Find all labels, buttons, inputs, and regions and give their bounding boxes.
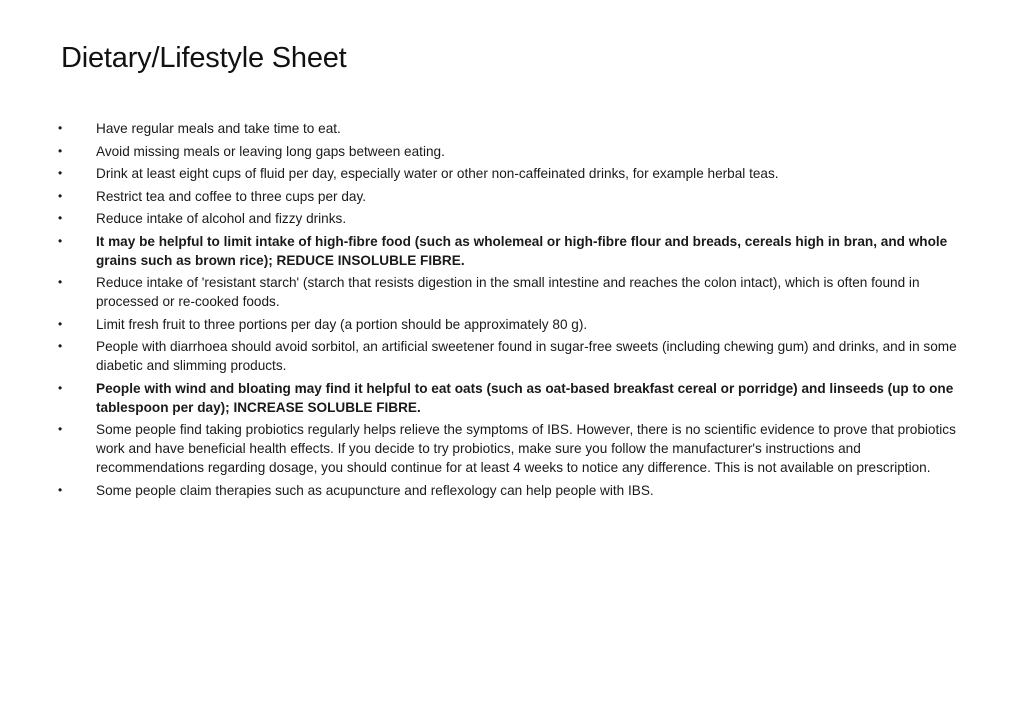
list-item-text: It may be helpful to limit intake of high-fibre food (such as wholemeal or high-fibre flour and breads, cereals high in bran, and whole grains such as brown rice); REDUCE INSOLUBLE FIBRE. xyxy=(96,233,948,268)
bullet-icon: • xyxy=(58,422,63,436)
list-item-text: Avoid missing meals or leaving long gaps between eating. xyxy=(96,143,445,159)
list-item-soluble-fibre xyxy=(0,379,962,417)
bullet-icon: • xyxy=(58,166,63,180)
list-item-text: People with wind and bloating may find it helpful to eat oats (such as oat-based breakfast cereal or porridge) and linseeds (up to one tablespoon per day); INCREASE SOLUBLE FIBRE. xyxy=(96,380,954,415)
list-item-text: Restrict tea and coffee to three cups per day. xyxy=(96,188,367,204)
bullet-icon: • xyxy=(58,211,63,225)
list-item-probiotics xyxy=(0,420,962,477)
bullet-icon: • xyxy=(58,339,63,353)
list-item-therapies xyxy=(0,481,962,500)
list-item-text: Some people find taking probiotics regularly helps relieve the symptoms of IBS. However, there is no scientific evidence to prove that probiotics work and have beneficial health effects. If you decide to try probiotics, make sure you follow the manufacturer's instructions and recommendations regarding dosage, you should continue for at least 4 weeks to notice any difference. This is not available on prescription. xyxy=(96,422,956,475)
bullet-icon: • xyxy=(58,275,63,289)
advice-bullet-list xyxy=(0,119,1024,503)
list-item-limit-fruit xyxy=(0,315,962,334)
bullet-icon: • xyxy=(58,380,63,395)
list-item-sorbitol xyxy=(0,337,962,375)
list-item-text: Reduce intake of alcohol and fizzy drinks. xyxy=(96,211,347,226)
list-item-avoid-missing-meals xyxy=(0,142,962,161)
list-item-text: Limit fresh fruit to three portions per day (a portion should be approximately 80 g). xyxy=(96,316,588,332)
bullet-icon: • xyxy=(58,188,63,203)
list-item-regular-meals xyxy=(0,119,962,138)
bullet-icon: • xyxy=(58,482,63,497)
list-item-text: Reduce intake of 'resistant starch' (starch that resists digestion in the small intestine and reaches the colon intact), which is often found in processed or re-cooked foods. xyxy=(96,275,920,309)
list-item-insoluble-fibre xyxy=(0,232,962,270)
list-item-text: Some people claim therapies such as acupuncture and reflexology can help people with IBS. xyxy=(96,482,654,498)
list-item-drink-fluid xyxy=(0,164,962,183)
bullet-icon: • xyxy=(58,143,63,158)
bullet-icon: • xyxy=(58,316,63,331)
list-item-reduce-alcohol xyxy=(0,209,962,228)
list-item-restrict-tea-coffee xyxy=(0,187,962,206)
bullet-icon: • xyxy=(58,233,63,248)
page-title: Dietary/Lifestyle Sheet xyxy=(61,42,347,74)
list-item-resistant-starch xyxy=(0,273,962,311)
bullet-icon: • xyxy=(58,121,63,135)
list-item-text: Drink at least eight cups of fluid per day, especially water or other non-caffeinated drinks, for example herbal teas. xyxy=(96,166,779,181)
list-item-text: Have regular meals and take time to eat. xyxy=(96,121,341,136)
list-item-text: People with diarrhoea should avoid sorbitol, an artificial sweetener found in sugar-free sweets (including chewing gum) and drinks, and in some diabetic and slimming products. xyxy=(96,339,957,373)
